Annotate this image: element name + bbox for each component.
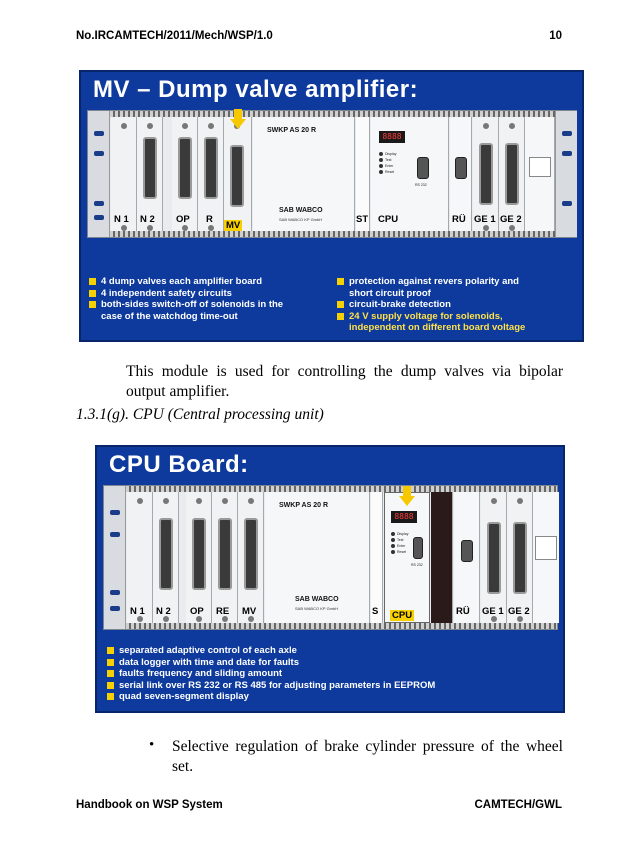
bullet-item: separated adaptive control of each axle	[107, 645, 557, 657]
indicator-enter: Enter	[379, 163, 396, 169]
model-label: SWKP AS 20 R	[279, 502, 329, 509]
slide-mv-dump-valve-amplifier	[79, 70, 584, 342]
bullet-list-left	[89, 276, 329, 322]
indicator-test: Test	[379, 157, 396, 163]
mount-hole	[110, 606, 120, 611]
rs232-label: RS 232	[415, 183, 427, 187]
mount-hole	[110, 510, 120, 515]
brand-subtitle: SAB WABCO KP GmbH	[295, 606, 339, 611]
indicator-enter: Enter	[391, 543, 408, 549]
bullet-list-right	[337, 276, 582, 334]
module-label-r: R	[206, 214, 213, 225]
rack-ear-left	[104, 486, 126, 629]
bullet-list	[107, 645, 557, 703]
bullet-item-selective-regulation: Selective regulation of brake cylinder pressure of the wheel set.	[172, 738, 563, 775]
mount-hole	[94, 215, 104, 220]
bullet-dot-icon: •	[149, 737, 155, 753]
indicator-display: Display	[379, 151, 396, 157]
ru-connector	[461, 540, 473, 562]
indicator-list	[391, 531, 408, 555]
pointer-arrow-icon	[399, 496, 415, 506]
mount-hole	[110, 590, 120, 595]
serial-port-connector	[413, 537, 423, 559]
module-label-re: RE	[216, 606, 230, 617]
rack-side-plate	[525, 117, 555, 231]
rack-ear-left	[88, 111, 110, 237]
card-ge1	[481, 492, 507, 623]
module-label-cpu: CPU	[378, 214, 399, 225]
brand-subtitle: SAB WABCO KP GmbH	[279, 217, 323, 222]
module-label-ge2: GE 2	[508, 606, 530, 617]
front-panel	[253, 117, 355, 231]
module-label-ru: RÜ	[452, 214, 466, 225]
blank-panel-dark	[431, 492, 453, 623]
slide-title: MV – Dump valve amplifier:	[93, 76, 419, 103]
rack-image	[87, 110, 577, 238]
footer-left: Handbook on WSP System	[76, 799, 223, 811]
bullet-item: protection against revers polarity and	[337, 276, 582, 288]
bullet-item: circuit-brake detection	[337, 299, 582, 311]
model-label: SWKP AS 20 R	[267, 127, 317, 134]
module-label-n1: N 1	[130, 606, 145, 617]
bullet-item: quad seven-segment display	[107, 691, 557, 703]
brand-logo: SAB WABCO	[295, 596, 339, 603]
front-panel	[265, 492, 370, 623]
module-label-mv: MV	[242, 606, 257, 617]
slide-title: CPU Board:	[109, 451, 249, 478]
bullet-item: 24 V supply voltage for solenoids,	[337, 311, 582, 323]
module-label-ge2: GE 2	[500, 214, 522, 225]
bullet-item: 4 independent safety circuits	[89, 288, 329, 300]
module-label-s: S	[372, 606, 379, 617]
card-re	[212, 492, 238, 623]
doc-id: No.IRCAMTECH/2011/Mech/WSP/1.0	[76, 30, 273, 42]
slide-cpu-board	[95, 445, 565, 713]
paragraph-mv-description: This module is used for controlling the dump valves via bipolar output amplifier.	[126, 363, 563, 400]
module-label-n2: N 2	[156, 606, 171, 617]
module-label-ge1: GE 1	[482, 606, 504, 617]
seven-segment-display: 8888	[379, 131, 405, 143]
ru-connector	[455, 157, 467, 179]
module-label-st: ST	[356, 214, 369, 225]
card-cpu	[384, 492, 430, 623]
mount-hole	[562, 151, 572, 156]
pointer-arrow-icon	[230, 119, 246, 129]
indicator-list	[379, 151, 396, 175]
module-label-op: OP	[176, 214, 190, 225]
card-n1	[127, 492, 153, 623]
rack-image	[103, 485, 558, 630]
mount-hole	[94, 131, 104, 136]
page-number: 10	[549, 30, 562, 42]
type-plate	[529, 157, 551, 177]
module-label-ge1: GE 1	[474, 214, 496, 225]
bullet-item: 4 dump valves each amplifier board	[89, 276, 329, 288]
bullet-item-continued: case of the watchdog time-out	[101, 310, 238, 322]
bullet-item: serial link over RS 232 or RS 485 for adjusting parameters in EEPROM	[107, 680, 557, 692]
seven-segment-display: 8888	[391, 511, 417, 523]
module-label-op: OP	[190, 606, 204, 617]
page-footer	[76, 799, 562, 811]
mount-hole	[94, 151, 104, 156]
card-s	[371, 492, 383, 623]
indicator-reset: Reset	[391, 549, 408, 555]
brand-logo: SAB WABCO	[279, 207, 323, 214]
mount-hole	[562, 201, 572, 206]
module-label-n2: N 2	[140, 214, 155, 225]
module-label-ru: RÜ	[456, 606, 470, 617]
card-mv	[238, 492, 264, 623]
rs232-label: RS 232	[411, 563, 423, 567]
serial-port-connector	[417, 157, 429, 179]
bullet-item: both-sides switch-off of solenoids in the	[89, 299, 329, 311]
indicator-test: Test	[391, 537, 408, 543]
rack-vent-bottom	[104, 623, 557, 629]
mount-hole	[110, 532, 120, 537]
module-label-n1: N 1	[114, 214, 129, 225]
module-label-cpu: CPU	[392, 610, 413, 621]
bullet-item: data logger with time and date for faults	[107, 657, 557, 669]
footer-right: CAMTECH/GWL	[474, 799, 562, 811]
bullet-item: faults frequency and sliding amount	[107, 668, 557, 680]
card-op	[186, 492, 212, 623]
rack-side-plate	[533, 492, 559, 623]
rack-ear-right	[555, 111, 577, 237]
bullet-item-continued: independent on different board voltage	[349, 322, 526, 333]
section-heading: 1.3.1(g). CPU (Central processing unit)	[76, 406, 324, 423]
rack-vent-bottom	[88, 231, 576, 237]
indicator-display: Display	[391, 531, 408, 537]
page-header	[76, 30, 562, 42]
card-n2	[153, 492, 179, 623]
indicator-reset: Reset	[379, 169, 396, 175]
card-ge2	[507, 492, 533, 623]
card-ru	[454, 492, 480, 623]
mount-hole	[94, 201, 104, 206]
type-plate	[535, 536, 557, 560]
mount-hole	[562, 131, 572, 136]
card-mv	[224, 117, 252, 231]
bullet-item-continued: short circuit proof	[349, 287, 431, 299]
module-label-mv: MV	[226, 220, 241, 231]
